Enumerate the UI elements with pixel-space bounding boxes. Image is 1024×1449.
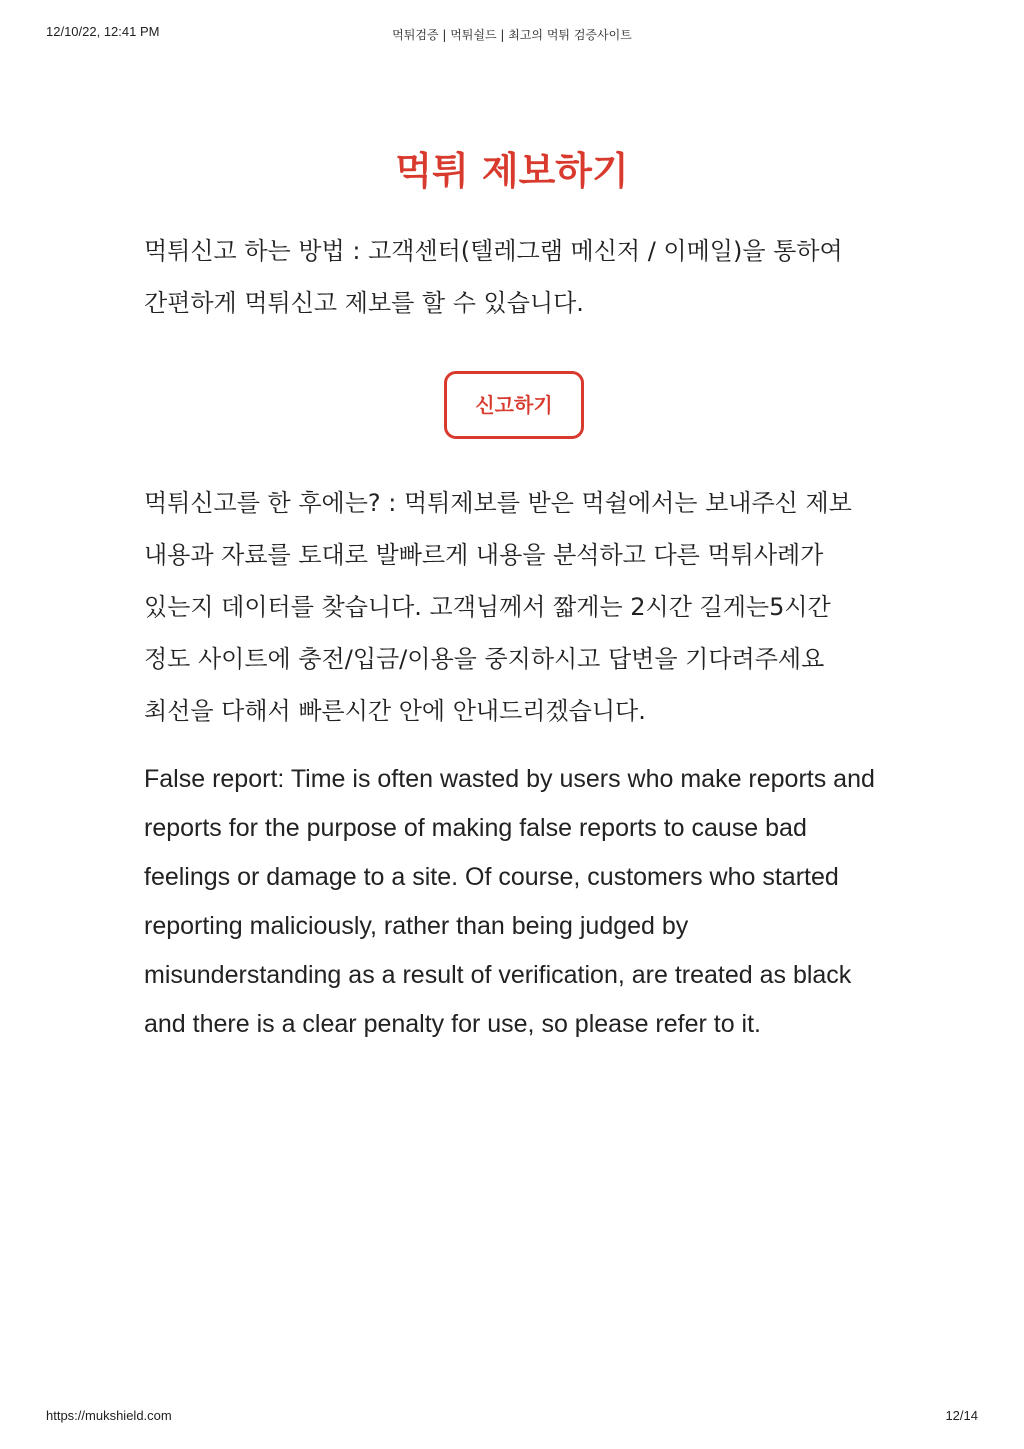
report-button-wrapper bbox=[144, 371, 884, 439]
report-method-paragraph: 먹튀신고 하는 방법 : 고객센터(텔레그램 메신저 / 이메일)을 통하여 간편하게 먹튀신고 제보를 할 수 있습니다. bbox=[144, 237, 843, 317]
report-button[interactable]: 신고하기 bbox=[444, 371, 584, 439]
print-page-number: 12/14 bbox=[945, 1408, 978, 1423]
false-report-paragraph: False report: Time is often wasted by users who make reports and reports for the purpose of making false reports to cause bad feelings or damage to a site. Of course, customers who started reporting maliciously, rather than being judged by misunderstanding as a result of verification, are treated as black and there is a clear penalty for use, so please refer to it. bbox=[144, 765, 875, 1038]
after-report-paragraph: 먹튀신고를 한 후에는? : 먹튀제보를 받은 먹쉴에서는 보내주신 제보 내용과 자료를 토대로 발빠르게 내용을 분석하고 다른 먹튀사례가 있는지 데이터를 찾습니다. 고객님께서 짧게는 2시간 길게는5시간 정도 사이트에 충전/입금/이용을 중지하시고 답변을 기다려주세요 최선을 다해서 빠른시간 안에 안내드리겠습니다. bbox=[144, 489, 852, 725]
print-url: https://mukshield.com bbox=[46, 1408, 172, 1423]
paragraph-spacer bbox=[144, 737, 884, 755]
print-datetime: 12/10/22, 12:41 PM bbox=[46, 24, 160, 39]
main-content bbox=[144, 225, 884, 1049]
print-document-title: 먹튀검증 | 먹튀쉴드 | 최고의 먹튀 검증사이트 bbox=[392, 28, 632, 42]
page-title: 먹튀 제보하기 bbox=[395, 149, 629, 193]
